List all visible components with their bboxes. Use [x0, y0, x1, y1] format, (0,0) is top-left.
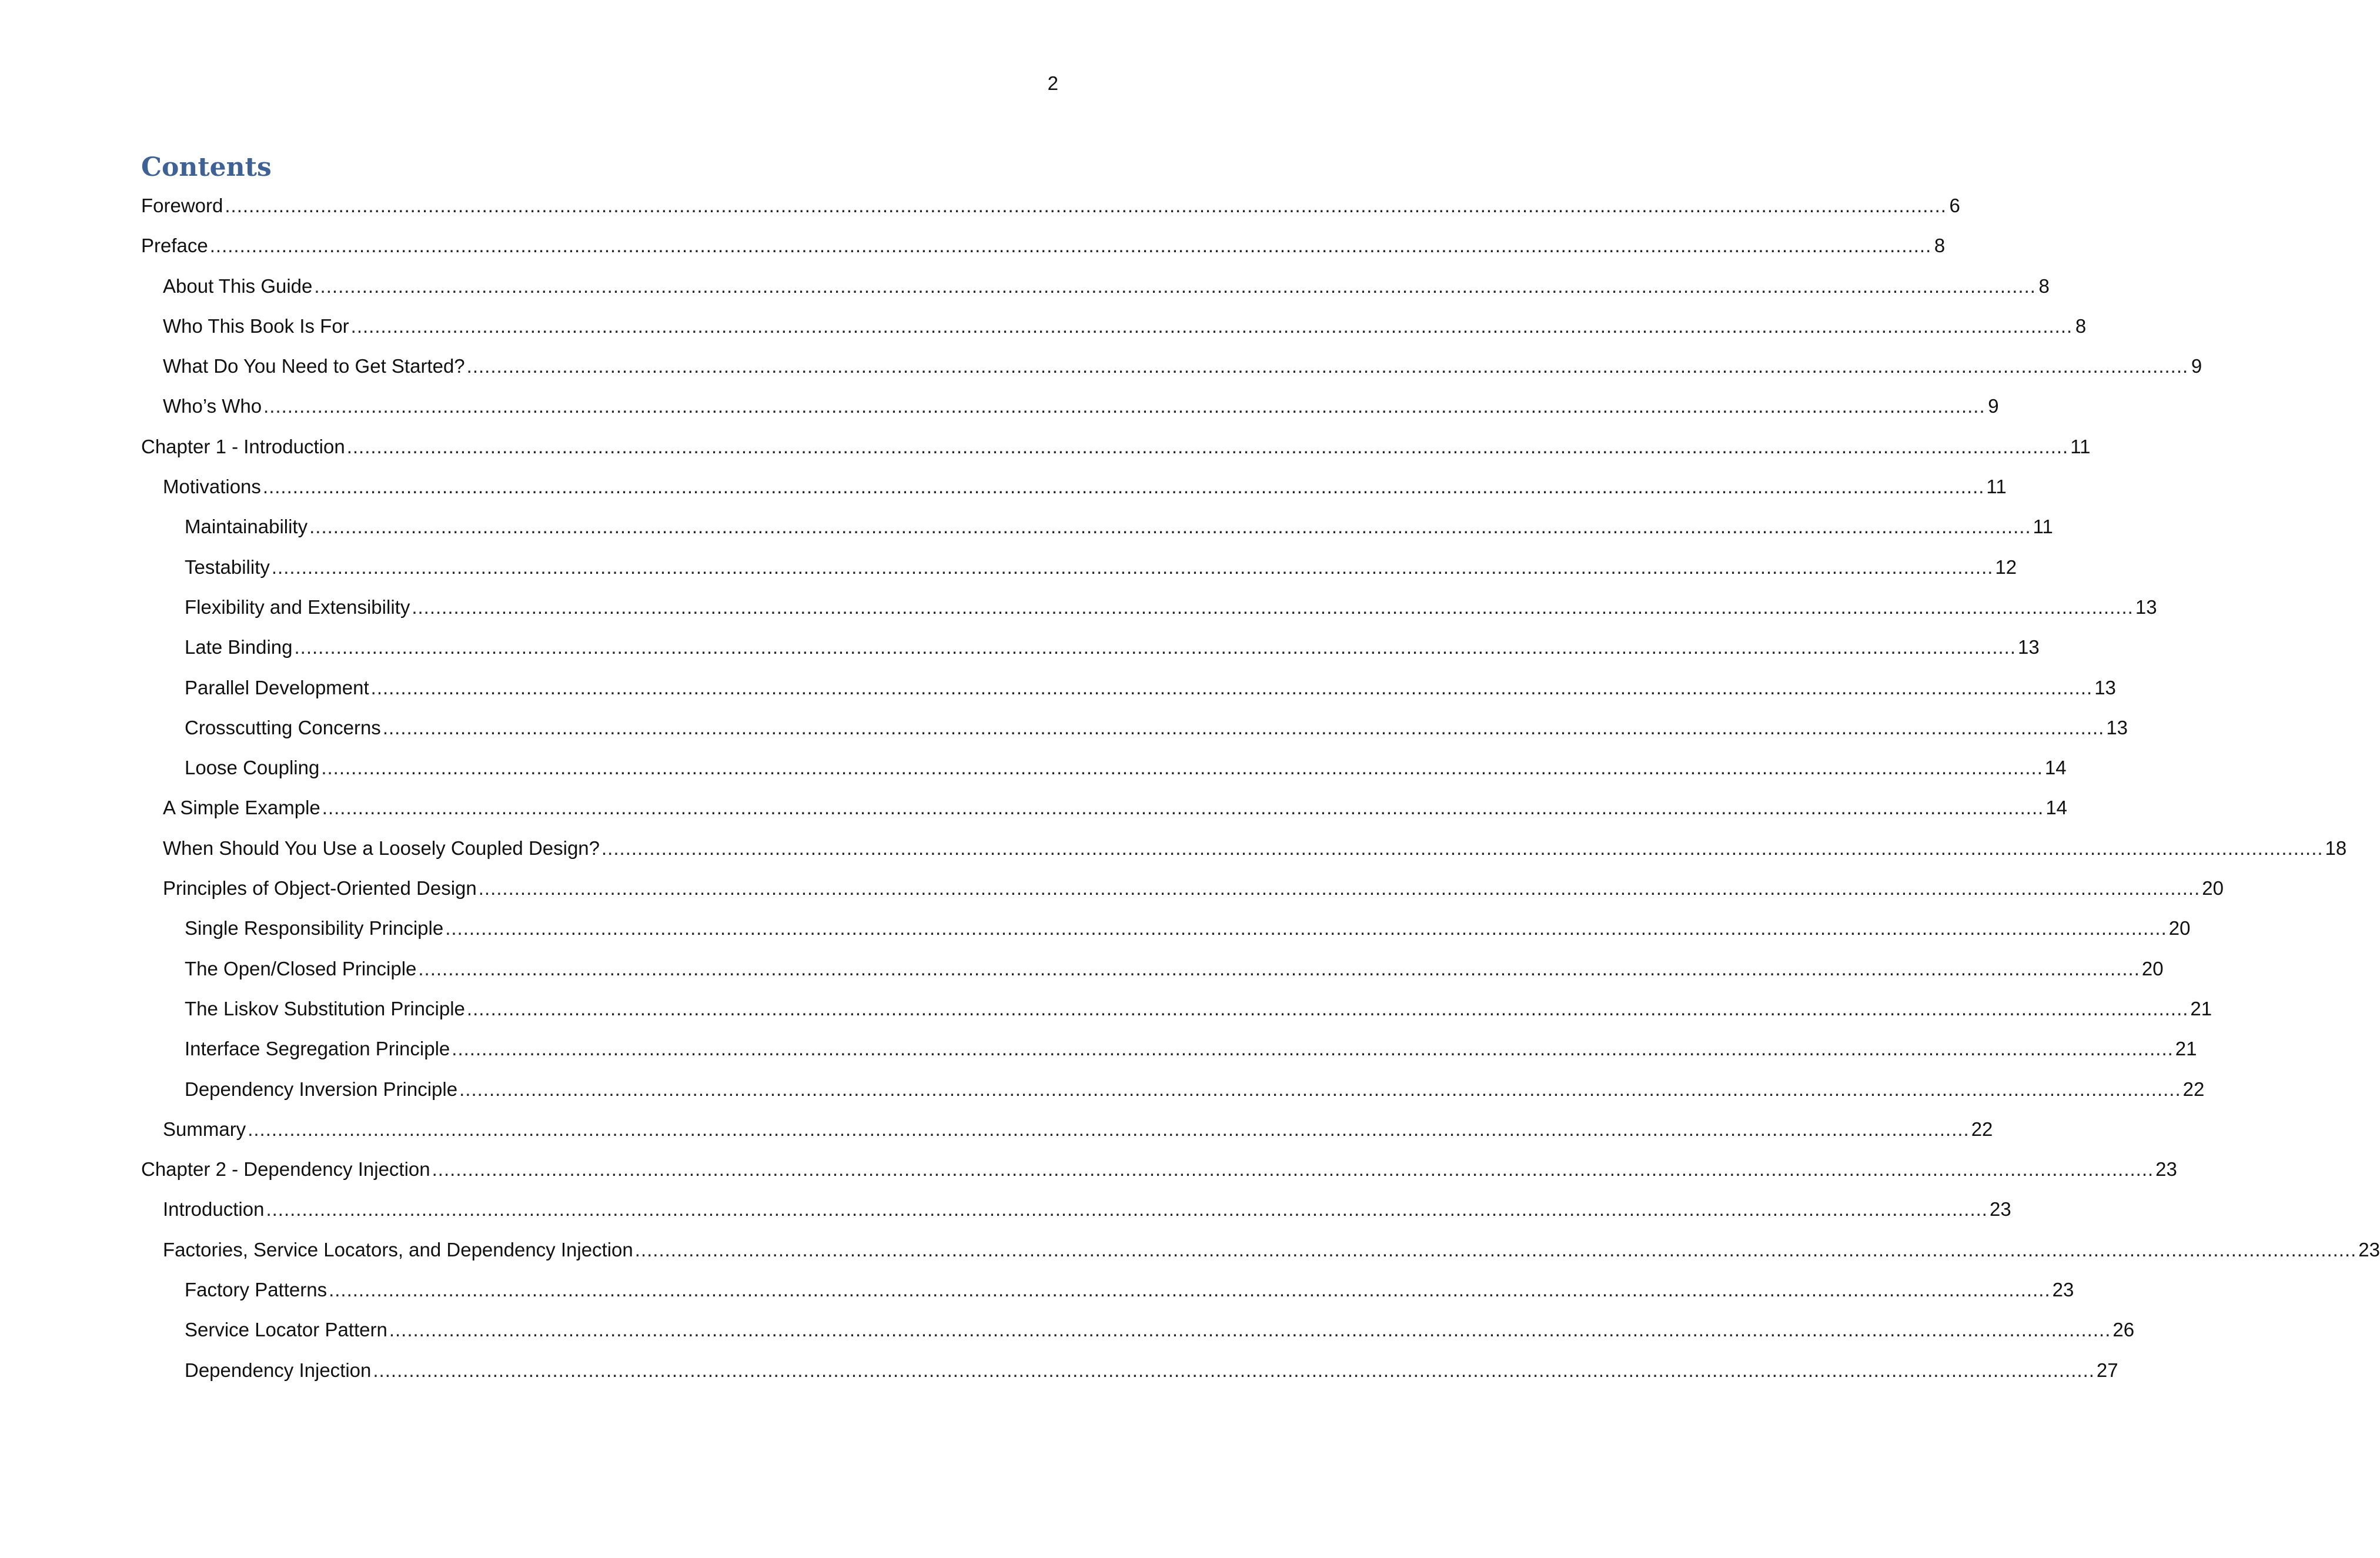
- toc-entry-page-number: 23: [2358, 1238, 2380, 1261]
- toc-entry[interactable]: [141, 1115, 1993, 1155]
- toc-entry-label: Chapter 2 - Dependency Injection: [141, 1158, 430, 1181]
- toc-entry-page-number: 13: [2018, 636, 2040, 658]
- toc-entry-page-number: 9: [1988, 395, 1999, 417]
- toc-entry[interactable]: [141, 673, 2116, 713]
- toc-entry-label: When Should You Use a Loosely Coupled Design?: [163, 837, 600, 859]
- toc-leader-dots: ................................................................................................................................................................................................................................................................................................: [459, 1078, 2181, 1100]
- toc-entry[interactable]: [141, 994, 2212, 1034]
- toc-entry[interactable]: [141, 1356, 2118, 1396]
- toc-entry-label: The Liskov Substitution Principle: [185, 997, 465, 1019]
- toc-entry[interactable]: [141, 352, 2202, 392]
- toc-entry-label: Dependency Injection: [185, 1359, 372, 1381]
- toc-entry-label: Who’s Who: [163, 395, 262, 417]
- toc-leader-dots: ................................................................................................................................................................................................................................................................................................: [262, 476, 1985, 498]
- toc-entry-page-number: 21: [2175, 1038, 2197, 1060]
- toc-entry[interactable]: [141, 834, 2347, 874]
- toc-entry[interactable]: [141, 1275, 2074, 1315]
- toc-leader-dots: ................................................................................................................................................................................................................................................................................................: [350, 315, 2073, 337]
- toc-entry-page-number: 13: [2094, 676, 2116, 698]
- toc-entry-page-number: 12: [1995, 556, 2017, 578]
- toc-entry[interactable]: [141, 1155, 2177, 1195]
- toc-leader-dots: ................................................................................................................................................................................................................................................................................................: [346, 435, 2069, 457]
- toc-entry-page-number: 8: [2038, 275, 2050, 297]
- toc-leader-dots: ................................................................................................................................................................................................................................................................................................: [209, 235, 1932, 257]
- toc-leader-dots: ................................................................................................................................................................................................................................................................................................: [322, 797, 2044, 819]
- toc-entry-label: Principles of Object-Oriented Design: [163, 877, 477, 900]
- toc-entry-page-number: 22: [1971, 1118, 1993, 1140]
- toc-leader-dots: ................................................................................................................................................................................................................................................................................................: [382, 716, 2105, 738]
- toc-entry-page-number: 20: [2202, 877, 2224, 900]
- toc-entry[interactable]: [141, 713, 2128, 753]
- toc-entry[interactable]: [141, 954, 2164, 994]
- toc-entry[interactable]: [141, 633, 2040, 673]
- toc-entry-page-number: 14: [2044, 757, 2067, 779]
- toc-leader-dots: ................................................................................................................................................................................................................................................................................................: [601, 837, 2324, 859]
- toc-entry-label: Factory Patterns: [185, 1279, 327, 1301]
- toc-entry-label: Motivations: [163, 476, 261, 498]
- toc-entry[interactable]: [141, 1075, 2205, 1115]
- toc-entry[interactable]: [141, 392, 1999, 432]
- toc-leader-dots: ................................................................................................................................................................................................................................................................................................: [271, 556, 1994, 578]
- toc-entry-label: Late Binding: [185, 636, 293, 658]
- toc-leader-dots: ................................................................................................................................................................................................................................................................................................: [445, 917, 2167, 940]
- toc-entry-label: Maintainability: [185, 516, 308, 538]
- toc-leader-dots: ................................................................................................................................................................................................................................................................................................: [478, 877, 2201, 900]
- toc-entry-label: Foreword: [141, 195, 223, 216]
- toc-leader-dots: ................................................................................................................................................................................................................................................................................................: [321, 757, 2043, 779]
- toc-entry[interactable]: [141, 512, 2053, 552]
- toc-entry[interactable]: [141, 1315, 2135, 1355]
- toc-entry-label: About This Guide: [163, 275, 313, 297]
- toc-leader-dots: ................................................................................................................................................................................................................................................................................................: [329, 1279, 2051, 1301]
- toc-leader-dots: ................................................................................................................................................................................................................................................................................................: [432, 1158, 2154, 1181]
- toc-entry-page-number: 9: [2191, 355, 2202, 377]
- toc-entry-page-number: 11: [2033, 516, 2053, 538]
- toc-entry[interactable]: [141, 231, 1946, 271]
- toc-entry[interactable]: [141, 874, 2224, 914]
- page-number: 2: [1047, 72, 1058, 94]
- toc-entry-page-number: 8: [1934, 235, 1946, 257]
- toc-entry-label: Testability: [185, 556, 270, 578]
- toc-leader-dots: ................................................................................................................................................................................................................................................................................................: [370, 676, 2093, 698]
- toc-leader-dots: ................................................................................................................................................................................................................................................................................................: [309, 516, 2031, 538]
- toc-leader-dots: ................................................................................................................................................................................................................................................................................................: [263, 395, 1985, 417]
- toc-entry[interactable]: [141, 914, 2191, 954]
- toc-leader-dots: ................................................................................................................................................................................................................................................................................................: [418, 957, 2140, 979]
- toc-entry[interactable]: [141, 272, 2050, 312]
- toc-leader-dots: ................................................................................................................................................................................................................................................................................................: [466, 355, 2189, 377]
- toc-entry-label: Interface Segregation Principle: [185, 1038, 450, 1060]
- toc-entry-page-number: 13: [2106, 716, 2128, 738]
- toc-entry[interactable]: [141, 472, 2007, 512]
- toc-entry-page-number: 27: [2096, 1359, 2118, 1381]
- toc-entry[interactable]: [141, 593, 2157, 633]
- toc-entry-label: Dependency Inversion Principle: [185, 1078, 458, 1100]
- toc-entry[interactable]: [141, 1034, 2197, 1074]
- toc-entry-page-number: 23: [2155, 1158, 2177, 1181]
- toc-entry-page-number: 20: [2141, 957, 2164, 979]
- toc-leader-dots: ................................................................................................................................................................................................................................................................................................: [452, 1038, 2174, 1060]
- toc-leader-dots: ................................................................................................................................................................................................................................................................................................: [266, 1198, 1988, 1221]
- toc-title: Contents: [141, 152, 272, 182]
- toc-entry-page-number: 21: [2190, 997, 2212, 1019]
- toc-entry-page-number: 11: [1986, 476, 2007, 498]
- toc-leader-dots: ................................................................................................................................................................................................................................................................................................: [389, 1319, 2111, 1341]
- toc-entry-label: Service Locator Pattern: [185, 1319, 387, 1341]
- toc-entry[interactable]: [141, 753, 2067, 793]
- toc-entry-page-number: 26: [2112, 1319, 2135, 1341]
- toc-entry[interactable]: [141, 553, 2017, 593]
- toc-entry-page-number: 18: [2325, 837, 2347, 859]
- toc-entry-label: Introduction: [163, 1198, 265, 1221]
- toc-entry-label: Who This Book Is For: [163, 315, 349, 337]
- toc-entry[interactable]: [141, 1235, 2380, 1275]
- toc-entry-label: Single Responsibility Principle: [185, 917, 444, 940]
- toc-leader-dots: ................................................................................................................................................................................................................................................................................................: [466, 997, 2189, 1019]
- toc-entry-page-number: 22: [2182, 1078, 2205, 1100]
- toc-entry-page-number: 20: [2168, 917, 2191, 940]
- toc-leader-dots: ................................................................................................................................................................................................................................................................................................: [373, 1359, 2095, 1381]
- toc-entry-label: Parallel Development: [185, 676, 369, 698]
- toc-entry-page-number: 11: [2070, 435, 2091, 457]
- toc-entry-label: Flexibility and Extensibility: [185, 596, 410, 618]
- toc-entry-label: Summary: [163, 1118, 246, 1140]
- toc-entry[interactable]: [141, 312, 2087, 352]
- toc-leader-dots: ................................................................................................................................................................................................................................................................................................: [248, 1118, 1970, 1140]
- toc-entry-page-number: 14: [2045, 797, 2068, 819]
- toc-entry-label: Crosscutting Concerns: [185, 716, 381, 738]
- toc-entry-label: What Do You Need to Get Started?: [163, 355, 465, 377]
- toc-entry-page-number: 23: [2052, 1279, 2074, 1301]
- toc-entry[interactable]: [141, 793, 2068, 833]
- toc-leader-dots: ................................................................................................................................................................................................................................................................................................: [225, 195, 1947, 216]
- toc-entry-page-number: 23: [1989, 1198, 2011, 1221]
- toc-leader-dots: ................................................................................................................................................................................................................................................................................................: [412, 596, 2134, 618]
- toc-leader-dots: ................................................................................................................................................................................................................................................................................................: [314, 275, 2036, 297]
- toc-entry-page-number: 13: [2135, 596, 2157, 618]
- toc-entry-label: Factories, Service Locators, and Dependency Injection: [163, 1238, 633, 1261]
- toc-entry-label: The Open/Closed Principle: [185, 957, 417, 979]
- toc-entry-label: Preface: [141, 235, 208, 257]
- toc-entry-label: Loose Coupling: [185, 757, 320, 779]
- toc-entry[interactable]: [141, 1195, 2011, 1235]
- toc-entry[interactable]: [141, 432, 2091, 472]
- toc-leader-dots: ................................................................................................................................................................................................................................................................................................: [634, 1238, 2357, 1261]
- toc-entry[interactable]: [141, 191, 1960, 231]
- toc-entry-page-number: 8: [2075, 315, 2087, 337]
- toc-entry-label: A Simple Example: [163, 797, 320, 819]
- toc-entry-page-number: 6: [1949, 195, 1960, 216]
- toc-entry-label: Chapter 1 - Introduction: [141, 435, 345, 457]
- table-of-contents: [141, 191, 2380, 1396]
- toc-leader-dots: ................................................................................................................................................................................................................................................................................................: [294, 636, 2016, 658]
